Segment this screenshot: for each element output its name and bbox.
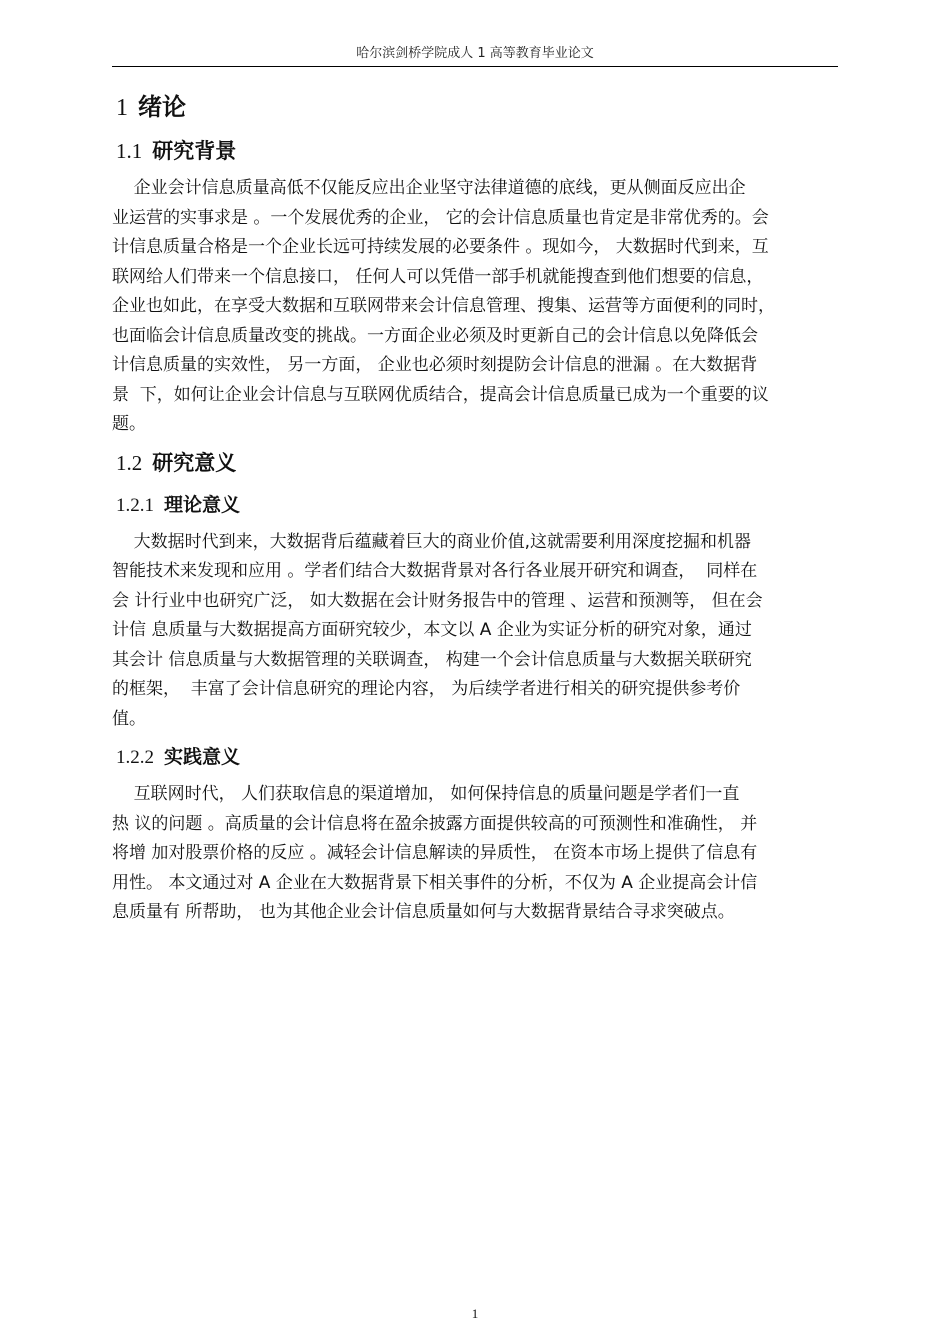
heading-1 xyxy=(116,86,842,128)
page-number: 1 xyxy=(471,1306,479,1321)
paragraph-line: 业运营的实事求是 。一个发展优秀的企业， 它的会计信息质量也肯定是非常优秀的。会 xyxy=(112,207,769,228)
heading-number: 1.2 xyxy=(116,450,143,475)
paragraph-line: 企业会计信息质量高低不仅能反应出企业坚守法律道德的底线，更从侧面反应出企 xyxy=(112,178,746,198)
paragraph-line: 其会计 信息质量与大数据管理的关联调查， 构建一个会计信息质量与大数据关联研究 xyxy=(112,649,752,670)
heading-number: 1.1 xyxy=(116,139,143,163)
heading-title: 研究意义 xyxy=(152,450,237,475)
heading-number: 1.2.1 xyxy=(116,494,154,516)
heading-number: 1 xyxy=(116,95,128,121)
heading-title: 理论意义 xyxy=(164,493,241,516)
paragraph-line: 企业也如此，在享受大数据和互联网带来会计信息管理、搜集、运营等方面便利的同时， xyxy=(112,296,775,316)
paragraph-line: 大数据时代到来，大数据背后蕴藏着巨大的商业价值,这就需要利用深度挖掘和机器 xyxy=(112,531,752,552)
paragraph-line: 互联网时代， 人们获取信息的渠道增加， 如何保持信息的质量问题是学者们一直 xyxy=(112,784,740,804)
paragraph-theoretical-significance xyxy=(112,528,842,735)
heading-1-2-2 xyxy=(116,738,842,776)
paragraph-practical-significance xyxy=(112,780,842,928)
heading-1-2-1 xyxy=(116,486,842,524)
paragraph-line: 热 议的问题 。高质量的会计信息将在盈余披露方面提供较高的可预测性和准确性， 并 xyxy=(112,813,758,834)
paragraph-line: 也面临会计信息质量改变的挑战。一方面企业必须及时更新自己的会计信息以免降低会 xyxy=(112,325,758,346)
paragraph-line: 值。 xyxy=(112,708,146,729)
paragraph-line: 题。 xyxy=(112,414,146,434)
paragraph-line: 将增 加对股票价格的反应 。减轻会计信息解读的异质性， 在资本市场上提供了信息有 xyxy=(112,843,758,863)
paragraph-line: 的框架， 丰富了会计信息研究的理论内容， 为后续学者进行相关的研究提供参考价 xyxy=(112,679,741,699)
paragraph-line: 息质量有 所帮助， 也为其他企业会计信息质量如何与大数据背景结合寻求突破点。 xyxy=(112,902,735,922)
heading-title: 研究背景 xyxy=(152,139,237,163)
paragraph-line: 智能技术来发现和应用 。学者们结合大数据背景对各行各业展开研究和调查， 同样在 xyxy=(112,561,758,581)
paragraph-line: 用性。 本文通过对 A 企业在大数据背景下相关事件的分析，不仅为 A 企业提高会计信 xyxy=(112,872,758,893)
heading-title: 实践意义 xyxy=(164,746,241,768)
header-rule xyxy=(112,66,838,67)
document-body xyxy=(112,86,842,932)
paragraph-line: 景 下，如何让企业会计信息与互联网优质结合，提高会计信息质量已成为一个重要的议 xyxy=(112,384,769,405)
paragraph-line: 联网给人们带来一个信息接口， 任何人可以凭借一部手机就能搜查到他们想要的信息， xyxy=(112,266,764,287)
heading-1-2 xyxy=(116,444,842,482)
heading-title: 绪论 xyxy=(138,93,186,121)
page-header: 哈尔滨剑桥学院成人 1 高等教育毕业论文 xyxy=(356,46,594,61)
paragraph-line: 计信息质量的实效性， 另一方面， 企业也必须时刻提防会计信息的泄漏 。在大数据背 xyxy=(112,355,758,375)
paragraph-line: 计信 息质量与大数据提高方面研究较少，本文以 A 企业为实证分析的研究对象，通过 xyxy=(112,620,752,640)
heading-1-1 xyxy=(116,132,842,170)
paragraph-line: 计信息质量合格是一个企业长远可持续发展的必要条件 。现如今， 大数据时代到来，互 xyxy=(112,237,769,257)
heading-number: 1.2.2 xyxy=(116,747,154,768)
paragraph-line: 会 计行业中也研究广泛， 如大数据在会计财务报告中的管理 、运营和预测等， 但在会 xyxy=(112,590,763,611)
paragraph-research-background xyxy=(112,174,842,440)
